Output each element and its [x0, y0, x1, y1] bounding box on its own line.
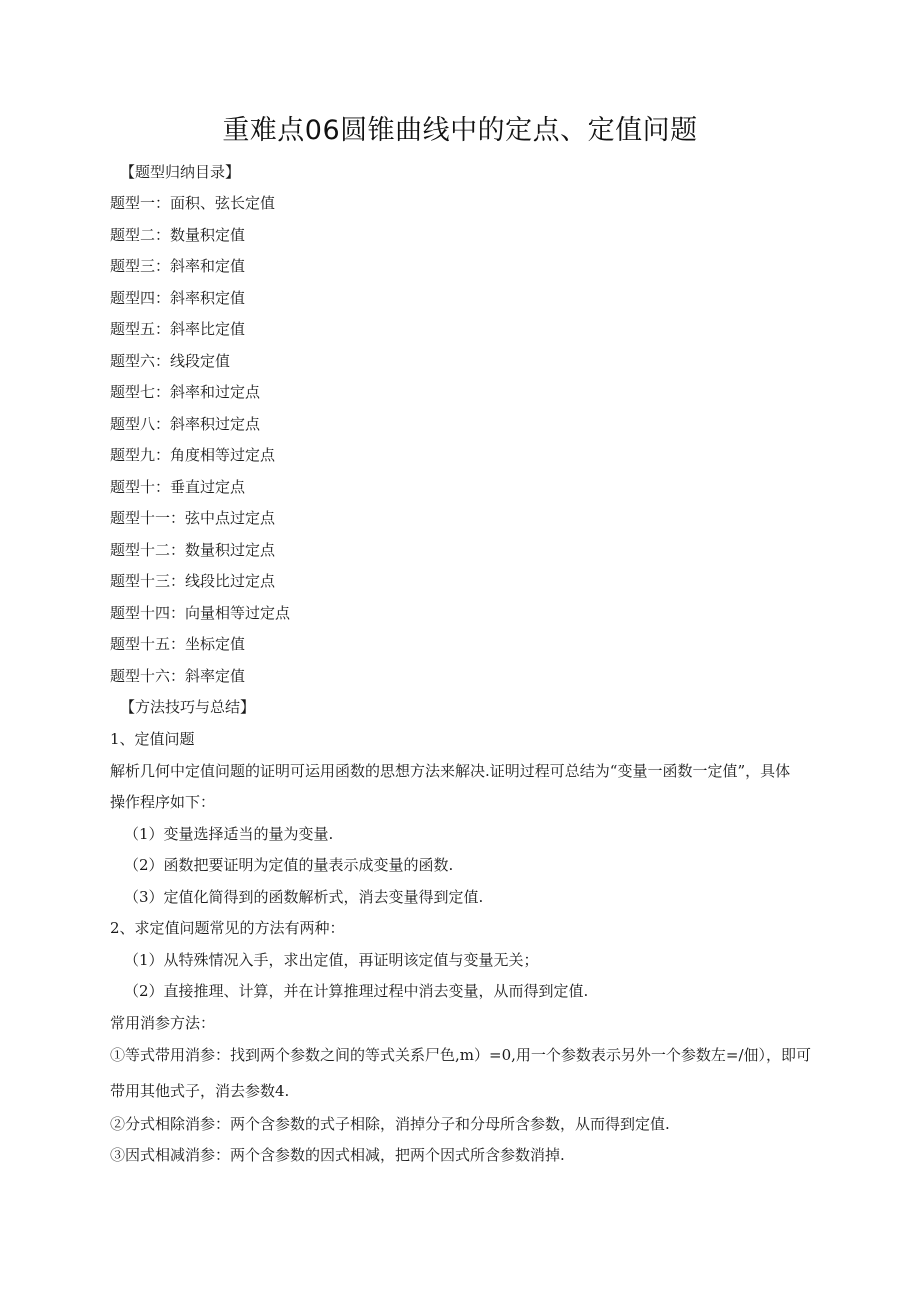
- section-1-paragraph-line-2: 操作程序如下：: [110, 793, 216, 811]
- section-2-way-1: （1）从特殊情况入手，求出定值，再证明该定值与变量无关；: [124, 951, 539, 969]
- common-methods-label: 常用消参方法：: [110, 1014, 216, 1032]
- toc-item: 题型十一：弦中点过定点: [110, 509, 276, 527]
- toc-item: 题型十三：线段比过定点: [110, 572, 276, 590]
- toc-item: 题型六：线段定值: [110, 352, 231, 370]
- method-1-line-2: 带用其他式子，消去参数4.: [110, 1082, 290, 1100]
- toc-item: 题型十二：数量积过定点: [110, 541, 276, 559]
- section-1-step-1: （1）变量选择适当的量为变量.: [124, 825, 334, 843]
- page-title: 重难点06圆锥曲线中的定点、定值问题: [222, 115, 698, 146]
- toc-item: 题型十五：坐标定值: [110, 635, 246, 653]
- toc-heading: 【题型归纳目录】: [120, 163, 241, 181]
- section-2-way-2: （2）直接推理、计算，并在计算推理过程中消去变量，从而得到定值.: [124, 982, 589, 1000]
- method-1-line-1: ①等式带用消参：找到两个参数之间的等式关系尸色,m）=0,用一个参数表示另外一个参数左=/佃），即可: [110, 1046, 811, 1064]
- section-1-step-2: （2）函数把要证明为定值的量表示成变量的函数.: [124, 856, 454, 874]
- toc-item: 题型七：斜率和过定点: [110, 383, 261, 401]
- toc-item: 题型三：斜率和定值: [110, 257, 246, 275]
- toc-item: 题型十四：向量相等过定点: [110, 604, 291, 622]
- toc-item: 题型五：斜率比定值: [110, 320, 246, 338]
- section-2-title: 2、求定值问题常见的方法有两种：: [110, 919, 345, 937]
- method-2: ②分式相除消参：两个含参数的式子相除，消掉分子和分母所含参数，从而得到定值.: [110, 1115, 670, 1133]
- toc-item: 题型四：斜率积定值: [110, 289, 246, 307]
- section-1-title: 1、定值问题: [110, 730, 195, 748]
- toc-item: 题型十六：斜率定值: [110, 667, 246, 685]
- method-3: ③因式相减消参：两个含参数的因式相减，把两个因式所含参数消掉.: [110, 1146, 565, 1164]
- methods-heading: 【方法技巧与总结】: [120, 698, 256, 716]
- toc-item: 题型十：垂直过定点: [110, 478, 246, 496]
- toc-item: 题型八：斜率积过定点: [110, 415, 261, 433]
- toc-item: 题型二：数量积定值: [110, 226, 246, 244]
- section-1-step-3: （3）定值化简得到的函数解析式，消去变量得到定值.: [124, 888, 484, 906]
- section-1-paragraph-line-1: 解析几何中定值问题的证明可运用函数的思想方法来解决.证明过程可总结为“变量一函数一定值”，具体: [110, 762, 791, 780]
- toc-item: 题型一：面积、弦长定值: [110, 194, 276, 212]
- toc-item: 题型九：角度相等过定点: [110, 446, 276, 464]
